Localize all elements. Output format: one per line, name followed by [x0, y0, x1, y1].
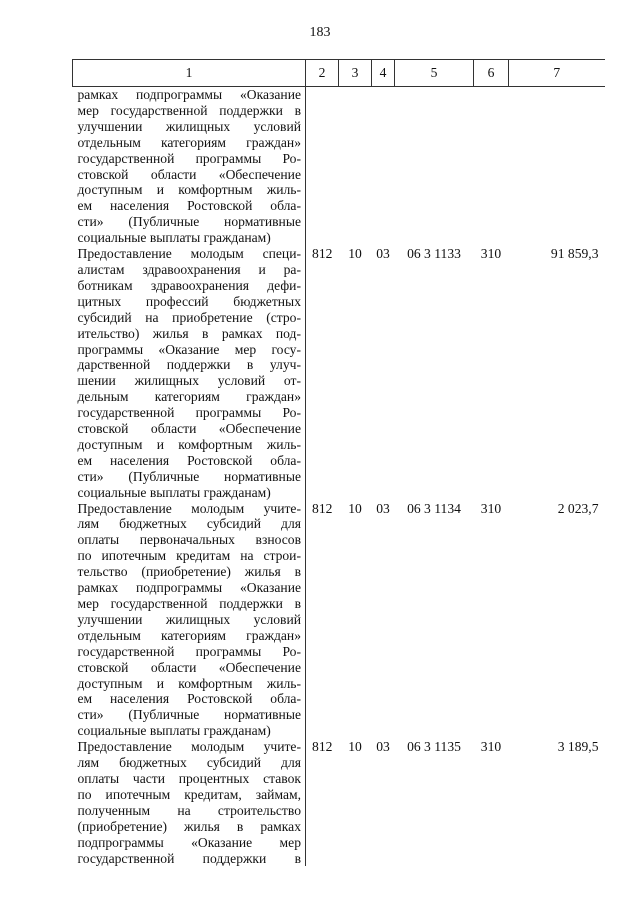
description-line: программы «Оказание мер госу-	[77, 341, 301, 357]
target-article-code: 06 3 1134	[407, 500, 461, 516]
header-col-6: 6	[474, 60, 509, 87]
description-line: ительство) жилья в рамках под-	[77, 325, 301, 341]
expense-type-code	[474, 87, 509, 247]
table-row	[73, 501, 605, 740]
subsection-code: 03	[376, 500, 390, 516]
description-line: государственной программы Ро-	[77, 643, 301, 659]
description-line: субсидий на приобретение (стро-	[77, 309, 301, 325]
description-line: шении жилищных условий от-	[77, 373, 301, 389]
description-line: социальные выплаты гражданам)	[77, 484, 271, 500]
row-description	[73, 246, 306, 501]
description-line: ем населения Ростовской обла-	[77, 452, 301, 468]
expense-type-code: 310	[480, 246, 502, 262]
table-row	[73, 246, 605, 501]
header-col-4: 4	[372, 60, 395, 87]
description-line: улучшении жилищных условий	[77, 118, 301, 134]
description-line: отдельным категориям граждан»	[77, 627, 301, 643]
description-line: улучшении жилищных условий	[77, 611, 301, 627]
header-row	[73, 60, 605, 87]
section-code: 10	[348, 500, 362, 516]
ministry-code: 812	[312, 500, 333, 516]
description-line: стовской области «Обеспечение	[77, 659, 301, 675]
page-number: 183	[309, 25, 331, 40]
table-row	[73, 87, 605, 247]
amount-value: 3 189,5	[557, 739, 599, 755]
amount-value	[509, 87, 605, 247]
description-line: доступным и комфортным жиль-	[77, 436, 301, 452]
section-code: 10	[348, 246, 362, 262]
description-line: отдельным категориям граждан»	[77, 134, 301, 150]
description-line: сти» (Публичные нормативные	[77, 707, 301, 723]
description-line: алистам здравоохранения и ра-	[77, 261, 301, 277]
description-line: Предоставление молодым учите-	[77, 739, 301, 755]
description-line: социальные выплаты гражданам)	[77, 723, 271, 739]
description-line: доступным и комфортным жиль-	[77, 675, 301, 691]
description-line: подпрограммы «Оказание мер	[77, 834, 301, 850]
row-description	[73, 739, 306, 866]
target-article-code: 06 3 1133	[407, 246, 461, 262]
table-header	[73, 60, 605, 87]
description-line: Предоставление молодым специ-	[77, 246, 301, 262]
target-article-code: 06 3 1135	[407, 739, 461, 755]
description-line: ботникам здравоохранения дефи-	[77, 277, 301, 293]
header-col-3: 3	[339, 60, 372, 87]
table-row	[73, 739, 605, 866]
budget-table	[72, 59, 605, 866]
description-line: государственной поддержки в	[77, 850, 301, 866]
description-line: мер государственной поддержки в	[77, 102, 301, 118]
header-col-5: 5	[395, 60, 474, 87]
description-line: рамках подпрограммы «Оказание	[77, 580, 301, 596]
description-line: цитных профессий бюджетных	[77, 293, 301, 309]
description-line: по ипотечным кредитам, займам,	[77, 786, 301, 802]
description-line: оплаты первоначальных взносов	[77, 532, 301, 548]
subsection-code	[372, 87, 395, 247]
row-description	[73, 501, 306, 740]
amount-value: 2 023,7	[557, 500, 599, 516]
header-col-7: 7	[509, 60, 605, 87]
description-line: полученным на строительство	[77, 802, 301, 818]
ministry-code: 812	[312, 739, 333, 755]
header-col-2: 2	[306, 60, 339, 87]
description-line: ем населения Ростовской обла-	[77, 691, 301, 707]
ministry-code: 812	[312, 246, 333, 262]
description-line: рамках подпрограммы «Оказание	[77, 87, 301, 102]
subsection-code: 03	[376, 739, 390, 755]
description-line: сти» (Публичные нормативные	[77, 468, 301, 484]
expense-type-code: 310	[480, 500, 502, 516]
table-body	[73, 87, 605, 867]
amount-value: 91 859,3	[550, 246, 599, 262]
expense-type-code: 310	[480, 739, 502, 755]
target-article-code	[395, 87, 474, 247]
section-code	[339, 87, 372, 247]
header-col-1: 1	[73, 60, 306, 87]
description-line: (приобретение) жилья в рамках	[77, 818, 301, 834]
description-line: оплаты части процентных ставок	[77, 770, 301, 786]
description-line: по ипотечным кредитам на строи-	[77, 548, 301, 564]
ministry-code	[306, 87, 339, 247]
description-line: дельным категориям граждан»	[77, 389, 301, 405]
description-line: ем населения Ростовской обла-	[77, 198, 301, 214]
description-line: социальные выплаты гражданам)	[77, 230, 271, 246]
description-line: лям бюджетных субсидий для	[77, 755, 301, 771]
description-line: государственной программы Ро-	[77, 405, 301, 421]
description-line: Предоставление молодым учите-	[77, 500, 301, 516]
description-line: мер государственной поддержки в	[77, 596, 301, 611]
description-line: сти» (Публичные нормативные	[77, 214, 301, 230]
description-line: лям бюджетных субсидий для	[77, 516, 301, 532]
description-line: стовской области «Обеспечение	[77, 421, 301, 437]
description-line: стовской области «Обеспечение	[77, 166, 301, 182]
description-line: доступным и комфортным жиль-	[77, 182, 301, 198]
description-line: государственной программы Ро-	[77, 150, 301, 166]
description-line: дарственной поддержки в улуч-	[77, 357, 301, 373]
section-code: 10	[348, 739, 362, 755]
row-description	[73, 87, 306, 247]
subsection-code: 03	[376, 246, 390, 262]
description-line: тельство (приобретение) жилья в	[77, 564, 301, 580]
